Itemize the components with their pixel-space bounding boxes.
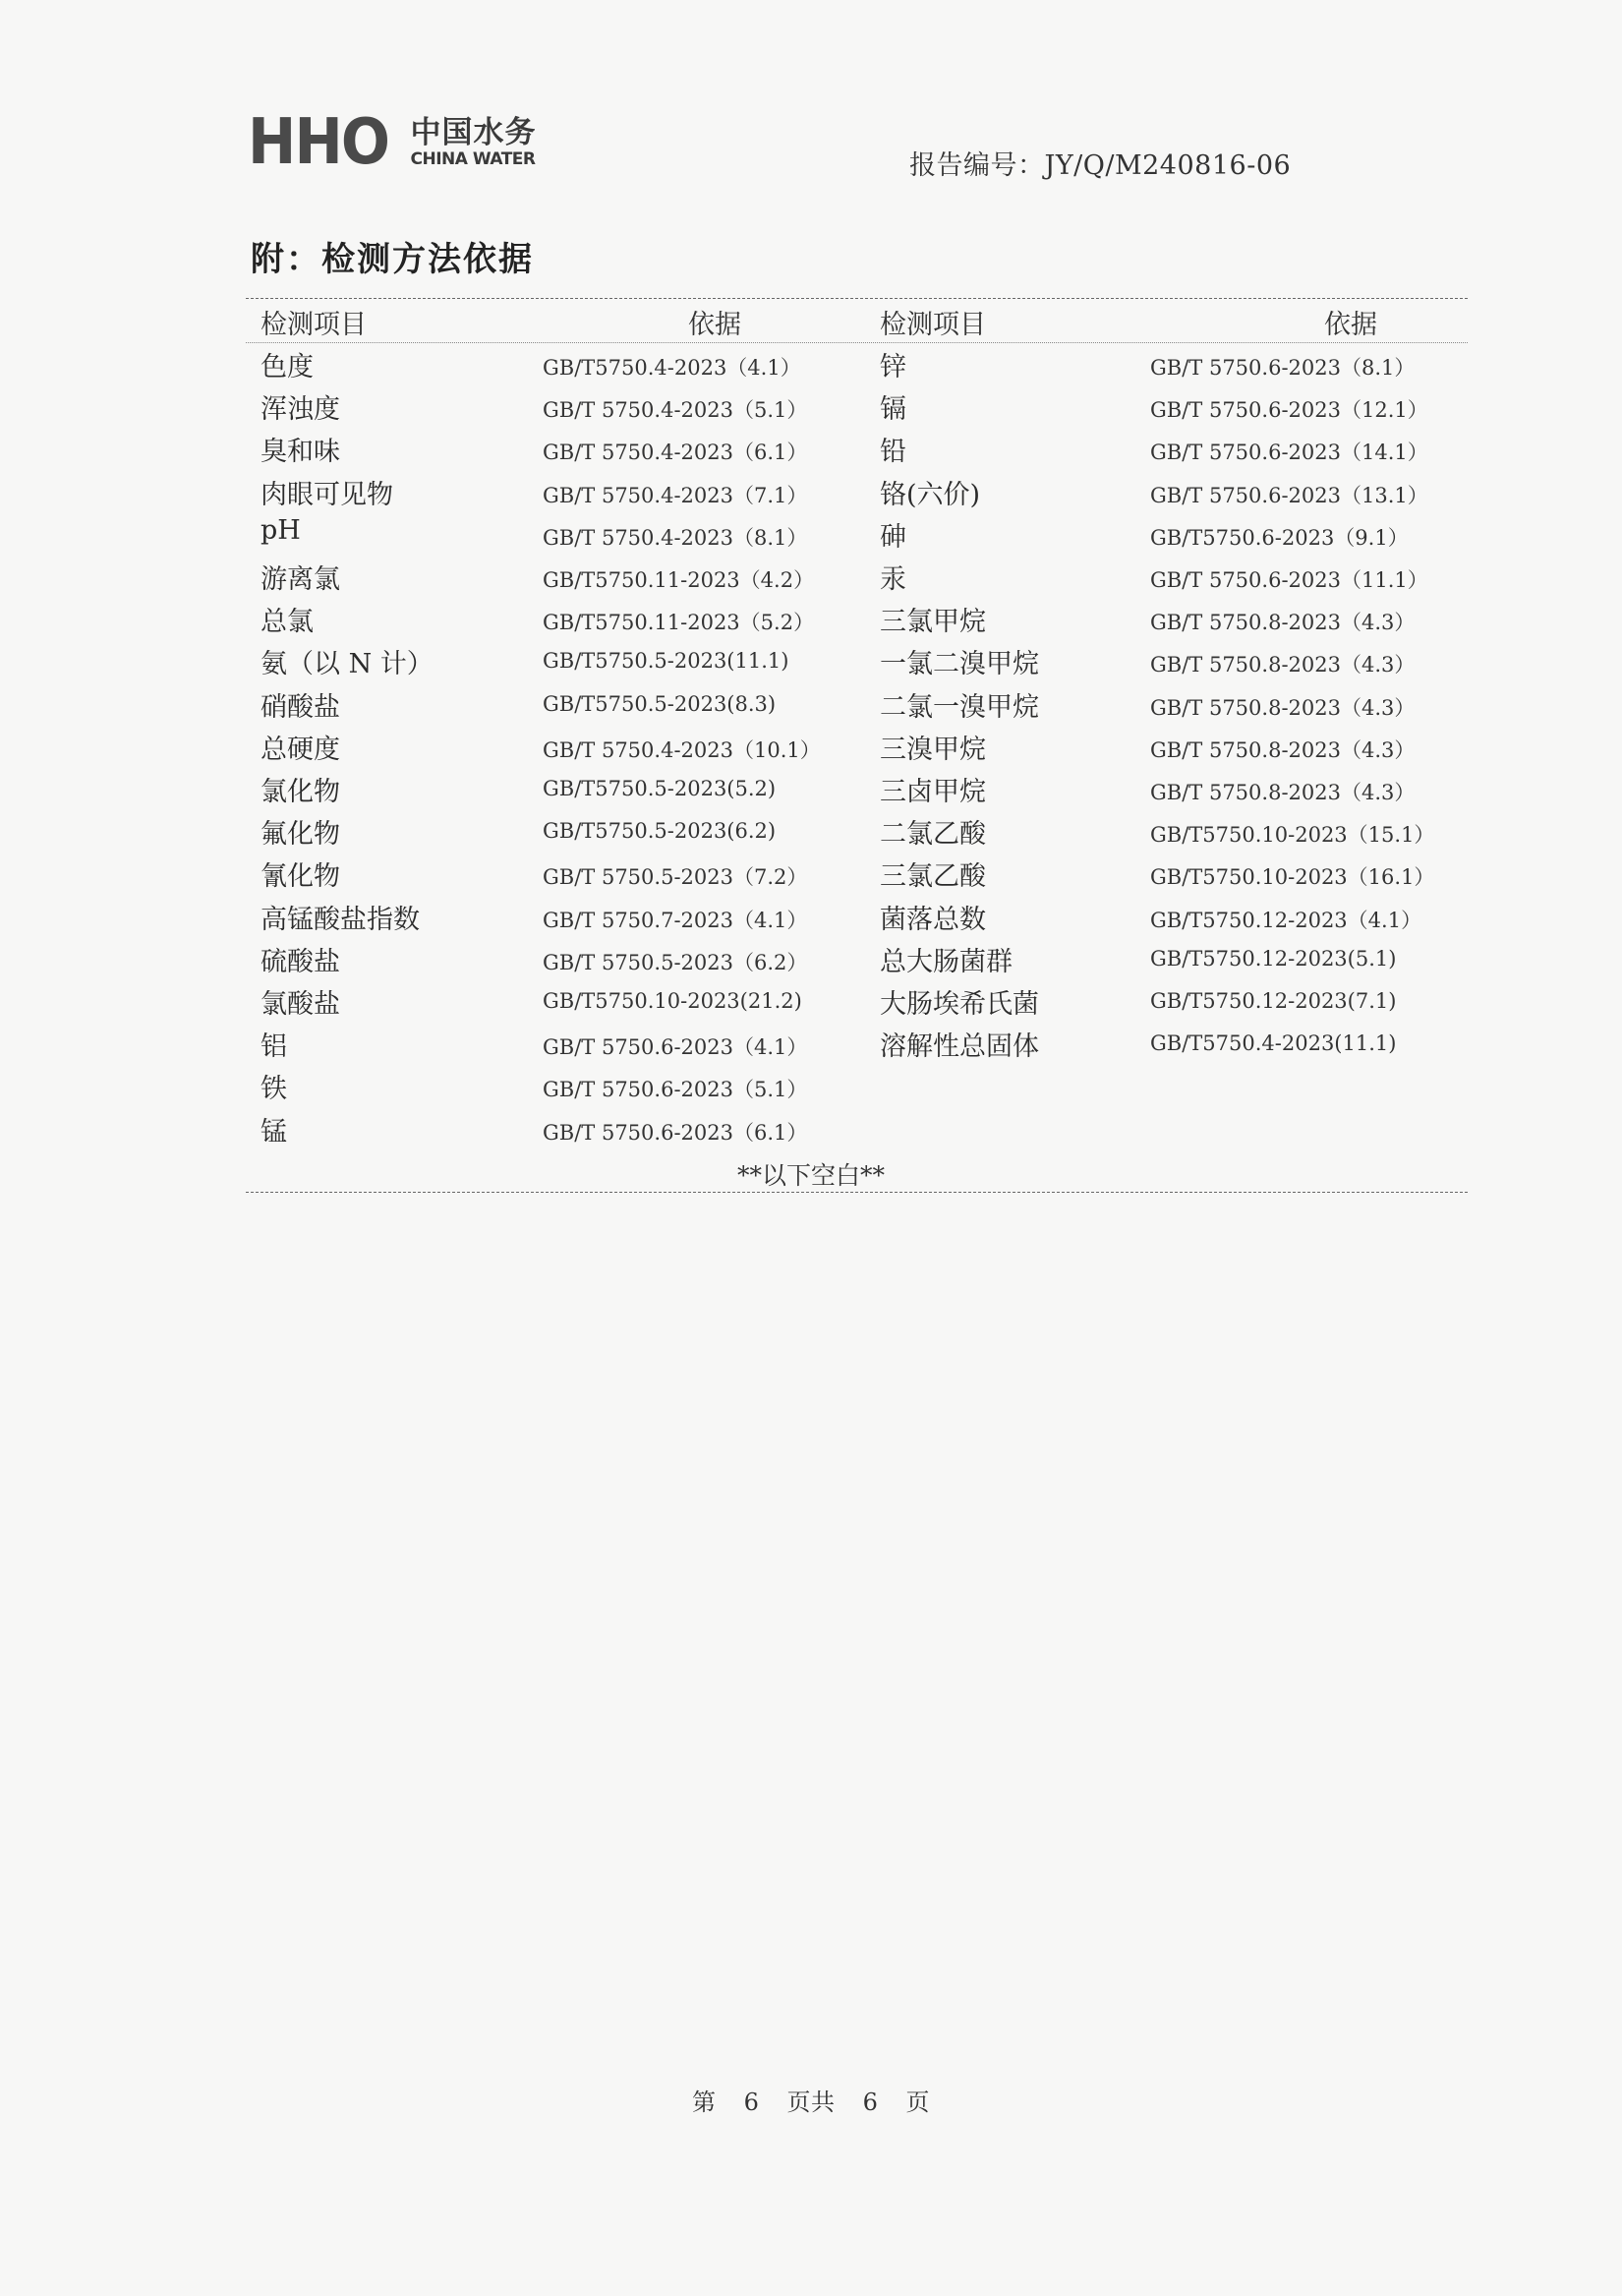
test-item-left: 氟化物 (261, 819, 340, 851)
test-item-right: 总大肠菌群 (880, 946, 1013, 977)
test-item-right: 三卤甲烷 (880, 777, 986, 807)
table-bottom-rule (246, 1192, 1468, 1193)
section-title: 附：检测方法依据 (251, 240, 534, 279)
test-item-left: 硝酸盐 (261, 691, 340, 723)
test-item-left: pH (261, 514, 301, 546)
test-method-right: GB/T 5750.6-2023（14.1） (1150, 441, 1428, 465)
test-method-left: GB/T 5750.6-2023（6.1） (543, 1120, 808, 1145)
test-item-left: 色度 (261, 352, 314, 383)
test-item-left: 铁 (261, 1074, 287, 1105)
test-item-left: 总硬度 (261, 734, 340, 765)
test-method-left: GB/T5750.5-2023(11.1) (543, 649, 789, 674)
table-row (0, 854, 1622, 897)
test-item-left: 肉眼可见物 (261, 479, 393, 510)
header-item-left: 检测项目 (261, 310, 367, 340)
test-item-left: 游离氯 (261, 564, 340, 595)
test-method-left: GB/T 5750.6-2023（4.1） (543, 1035, 808, 1060)
table-row (0, 940, 1622, 982)
test-method-right: GB/T5750.12-2023（4.1） (1150, 908, 1422, 932)
test-method-left: GB/T 5750.4-2023（7.1） (543, 483, 808, 507)
table-row (0, 558, 1622, 600)
test-item-left: 高锰酸盐指数 (261, 904, 420, 935)
report-number: 报告编号：JY/Q/M240816-06 (909, 150, 1292, 181)
logo-english-name: CHINA WATER (410, 148, 536, 169)
test-item-right: 铬(六价) (880, 479, 981, 510)
test-method-right: GB/T 5750.6-2023（12.1） (1150, 398, 1428, 423)
test-method-left: GB/T5750.5-2023(5.2) (543, 777, 777, 800)
test-item-right: 二氯一溴甲烷 (880, 691, 1039, 723)
table-row (0, 1067, 1622, 1109)
test-method-left: GB/T 5750.4-2023（8.1） (543, 525, 808, 550)
test-method-left: GB/T5750.11-2023（4.2） (543, 568, 815, 592)
test-method-right: GB/T 5750.8-2023（4.3） (1150, 695, 1416, 720)
table-row (0, 473, 1622, 515)
test-item-left: 总氯 (261, 607, 314, 638)
table-row (0, 812, 1622, 854)
table-row (0, 898, 1622, 940)
test-method-left: GB/T 5750.5-2023（6.2） (543, 950, 808, 974)
table-row (0, 982, 1622, 1025)
table-row (0, 770, 1622, 812)
test-item-left: 铝 (261, 1031, 287, 1063)
header-item-right: 检测项目 (880, 310, 986, 340)
blank-below-note: **以下空白** (736, 1161, 885, 1190)
table-row (0, 387, 1622, 430)
test-item-right: 三氯乙酸 (880, 861, 986, 893)
test-method-left: GB/T 5750.7-2023（4.1） (543, 908, 808, 932)
test-method-left: GB/T 5750.4-2023（6.1） (543, 441, 808, 465)
test-item-left: 氰化物 (261, 861, 340, 893)
test-item-left: 锰 (261, 1116, 287, 1148)
test-item-right: 汞 (880, 564, 906, 595)
test-item-right: 砷 (880, 521, 906, 553)
header-basis-left: 依据 (688, 310, 741, 340)
test-method-right: GB/T 5750.8-2023（4.3） (1150, 611, 1416, 635)
test-method-left: GB/T5750.11-2023（5.2） (543, 611, 815, 635)
logo-chinese-name: 中国水务 (410, 114, 537, 150)
test-item-right: 铅 (880, 437, 906, 468)
test-method-right: GB/T5750.12-2023(5.1) (1150, 946, 1397, 971)
test-item-right: 三氯甲烷 (880, 607, 986, 638)
test-method-left: GB/T5750.10-2023(21.2) (543, 989, 802, 1013)
table-row (0, 685, 1622, 728)
test-item-right: 锌 (880, 352, 906, 383)
test-item-right: 大肠埃希氏菌 (880, 989, 1039, 1020)
test-method-left: GB/T 5750.6-2023（5.1） (543, 1078, 808, 1102)
table-row (0, 345, 1622, 387)
test-method-right: GB/T5750.10-2023（16.1） (1150, 865, 1435, 890)
logo-mark: HHO (248, 106, 389, 179)
test-item-right: 镉 (880, 394, 906, 426)
test-method-right: GB/T5750.4-2023(11.1) (1150, 1031, 1397, 1056)
test-method-left: GB/T5750.5-2023(6.2) (543, 819, 777, 844)
table-row (0, 1110, 1622, 1152)
table-row (0, 1025, 1622, 1067)
test-method-right: GB/T5750.10-2023（15.1） (1150, 823, 1435, 848)
table-row (0, 515, 1622, 558)
test-item-left: 氯酸盐 (261, 989, 340, 1020)
test-method-right: GB/T5750.6-2023（9.1） (1150, 525, 1409, 550)
test-method-right: GB/T 5750.8-2023（4.3） (1150, 737, 1416, 762)
test-item-left: 氨（以 N 计） (261, 649, 434, 680)
test-method-right: GB/T 5750.6-2023（8.1） (1150, 356, 1416, 380)
table-header-rule (246, 342, 1468, 343)
test-method-right: GB/T 5750.8-2023（4.3） (1150, 781, 1416, 804)
table-row (0, 728, 1622, 770)
test-method-left: GB/T 5750.5-2023（7.2） (543, 865, 808, 890)
test-method-right: GB/T5750.12-2023(7.1) (1150, 989, 1397, 1013)
test-item-right: 溶解性总固体 (880, 1031, 1039, 1063)
test-method-left: GB/T 5750.4-2023（10.1） (543, 737, 821, 762)
test-item-left: 氯化物 (261, 777, 340, 807)
test-item-left: 硫酸盐 (261, 946, 340, 977)
test-item-right: 三溴甲烷 (880, 734, 986, 765)
test-item-right: 一氯二溴甲烷 (880, 649, 1039, 680)
test-method-left: GB/T 5750.4-2023（5.1） (543, 398, 808, 423)
test-method-left: GB/T5750.5-2023(8.3) (543, 691, 777, 716)
company-logo (248, 106, 537, 179)
header-basis-right: 依据 (1324, 310, 1377, 340)
test-method-right: GB/T 5750.8-2023（4.3） (1150, 653, 1416, 677)
table-row (0, 600, 1622, 642)
test-item-left: 臭和味 (261, 437, 340, 468)
table-row (0, 430, 1622, 472)
page-number: 第 6 页共 6 页 (691, 2089, 931, 2116)
test-method-right: GB/T 5750.6-2023（11.1） (1150, 568, 1428, 592)
table-top-rule (246, 298, 1468, 299)
test-method-right: GB/T 5750.6-2023（13.1） (1150, 483, 1428, 507)
table-row (0, 642, 1622, 684)
test-method-left: GB/T5750.4-2023（4.1） (543, 356, 801, 380)
test-item-right: 二氯乙酸 (880, 819, 986, 851)
test-item-right: 菌落总数 (880, 904, 986, 935)
test-item-left: 浑浊度 (261, 394, 340, 426)
